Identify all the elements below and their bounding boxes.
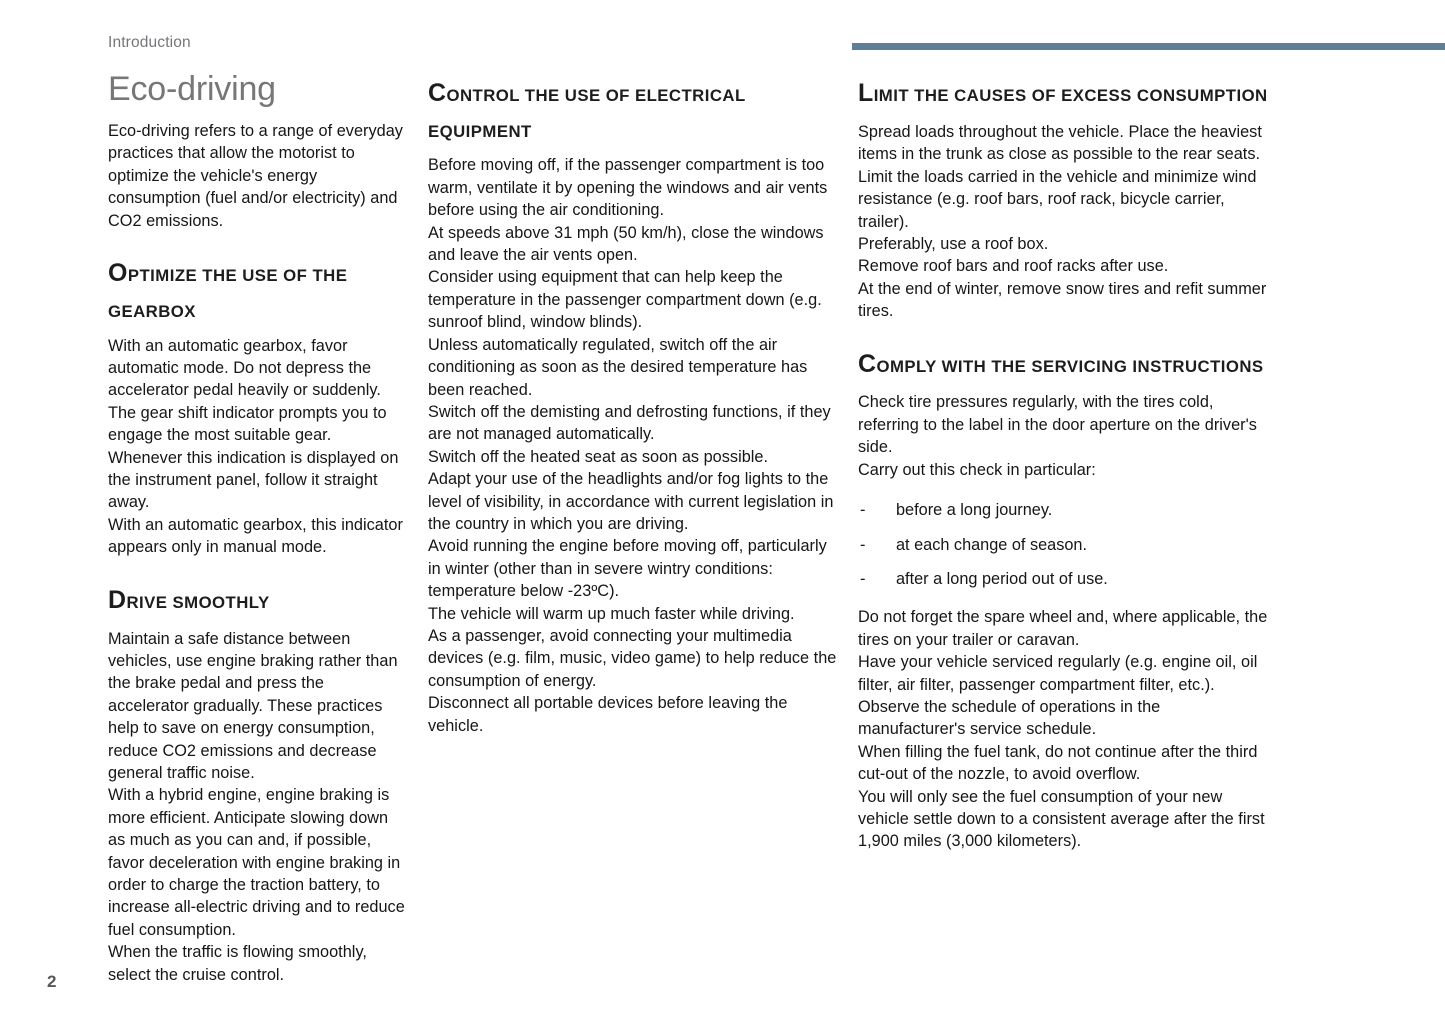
heading-initial: D [108, 585, 127, 614]
list-item [858, 534, 1270, 556]
paragraph: Maintain a safe distance between vehicles, use engine braking rather than the brake pedal and press the accelerator gradually. These practices help to save on energy consumption, reduce CO2 emissions and decrease general traffic noise. [108, 629, 398, 782]
paragraph: Preferably, use a roof box. [858, 234, 1049, 253]
page-number: 2 [47, 972, 57, 991]
section-body-optimize-gearbox [108, 335, 409, 559]
running-head: Introduction [108, 34, 191, 51]
paragraph: Do not forget the spare wheel and, where applicable, the tires on your trailer or caravan. [858, 608, 1268, 649]
paragraph: The vehicle will warm up much faster while driving. [428, 604, 795, 623]
page-content [0, 70, 1445, 986]
paragraph: With an automatic gearbox, favor automatic mode. Do not depress the accelerator pedal heavily or suddenly. [108, 336, 381, 400]
paragraph: Limit the loads carried in the vehicle and minimize wind resistance (e.g. roof bars, roof rack, bicycle carrier, trailer). [858, 167, 1257, 231]
heading-smallcaps: OMPLY WITH THE SERVICING INSTRUCTIONS [876, 356, 1264, 376]
page-header [0, 0, 1445, 66]
paragraph: At speeds above 31 mph (50 km/h), close the windows and leave the air vents open. [428, 223, 824, 265]
page-title: Eco-driving [108, 70, 276, 108]
paragraph: Switch off the heated seat as soon as possible. [428, 447, 769, 466]
paragraph: Unless automatically regulated, switch off the air conditioning as soon as the desired temperature has been reached. [428, 335, 808, 399]
paragraph: With an automatic gearbox, this indicator appears only in manual mode. [108, 515, 403, 557]
section-heading-servicing-instructions [858, 343, 1270, 386]
header-rule [852, 43, 1445, 50]
paragraph: Adapt your use of the headlights and/or fog lights to the level of visibility, in accordance with current legislation in the country in which you are driving. [428, 470, 834, 533]
paragraph: As a passenger, avoid connecting your multimedia devices (e.g. film, music, video game) to help reduce the consumption of energy. [428, 626, 837, 690]
intro-paragraph: Eco-driving refers to a range of everyday practices that allow the motorist to optimize the vehicle's energy consumption (fuel and/or electricity) and CO2 emissions. [108, 122, 403, 230]
section-body-excess-consumption [858, 121, 1270, 323]
paragraph: The gear shift indicator prompts you to engage the most suitable gear. Whenever this indication is displayed on the instrument panel, follow it straight away. [108, 403, 399, 512]
heading-initial: C [428, 79, 447, 107]
list-item-label: before a long journey. [896, 501, 1053, 520]
section-body-servicing-intro [858, 391, 1270, 481]
column-right [850, 70, 1350, 853]
servicing-check-list [858, 499, 1270, 590]
section-heading-drive-smoothly [108, 579, 409, 622]
heading-smallcaps: RIVE SMOOTHLY [126, 592, 270, 612]
paragraph: When the traffic is flowing smoothly, select the cruise control. [108, 943, 367, 984]
heading-initial: C [858, 349, 877, 378]
section-heading-optimize-gearbox [108, 252, 409, 328]
section-heading-electrical-equipment [428, 72, 838, 148]
heading-smallcaps: ONTROL THE USE OF ELECTRICAL EQUIPMENT [428, 86, 746, 141]
heading-smallcaps: IMIT THE CAUSES OF EXCESS CONSUMPTION [873, 86, 1268, 105]
heading-initial: L [858, 79, 874, 107]
heading-initial: O [108, 259, 128, 288]
section-body-electrical-equipment [428, 154, 838, 737]
section-body-servicing-details [858, 606, 1270, 852]
dash-marker-icon: - [860, 569, 866, 588]
dash-marker-icon: - [860, 535, 866, 554]
paragraph: Switch off the demisting and defrosting functions, if they are not managed automatically. [428, 402, 831, 444]
dash-marker-icon: - [860, 501, 866, 520]
paragraph: When filling the fuel tank, do not continue after the third cut-out of the nozzle, to avoid overflow. [858, 742, 1258, 784]
column-left [0, 70, 425, 986]
paragraph: Remove roof bars and roof racks after use. [858, 257, 1169, 276]
paragraph: Check tire pressures regularly, with the tires cold, referring to the label in the door aperture on the driver's side. [858, 393, 1257, 457]
paragraph: Consider using equipment that can help keep the temperature in the passenger compartment down (e.g. sunroof blind, window blinds). [428, 268, 822, 332]
list-item-label: after a long period out of use. [896, 569, 1108, 588]
paragraph: At the end of winter, remove snow tires and refit summer tires. [858, 279, 1267, 321]
paragraph: Before moving off, if the passenger compartment is too warm, ventilate it by opening the windows and air vents before using the air conditioning. [428, 156, 828, 220]
section-heading-excess-consumption [858, 72, 1270, 115]
heading-smallcaps: PTIMIZE THE USE OF THE GEARBOX [108, 266, 348, 322]
list-item-label: at each change of season. [896, 535, 1087, 554]
section-body-drive-smoothly [108, 628, 409, 987]
paragraph: Have your vehicle serviced regularly (e.g. engine oil, oil filter, air filter, passenger compartment filter, etc.). Observe the schedule of operations in the manufacturer's service schedule. [858, 653, 1258, 739]
paragraph: Disconnect all portable devices before leaving the vehicle. [428, 694, 788, 735]
paragraph: With a hybrid engine, engine braking is more efficient. Anticipate slowing down as much as you can and, if possible, favor deceleration with engine braking in order to charge the traction battery, to increase all-electric driving and to reduce fuel consumption. [108, 786, 405, 939]
list-item [858, 568, 1270, 590]
paragraph: Avoid running the engine before moving off, particularly in winter (other than in severe wintry conditions: temperature below -23ºC). [428, 537, 827, 601]
list-item [858, 499, 1270, 521]
paragraph: Spread loads throughout the vehicle. Place the heaviest items in the trunk as close as possible to the rear seats. [858, 122, 1262, 164]
paragraph: You will only see the fuel consumption of your new vehicle settle down to a consistent average after the first 1,900 miles (3,000 kilometers). [858, 787, 1265, 851]
paragraph: Carry out this check in particular: [858, 460, 1096, 479]
column-middle [425, 70, 850, 737]
